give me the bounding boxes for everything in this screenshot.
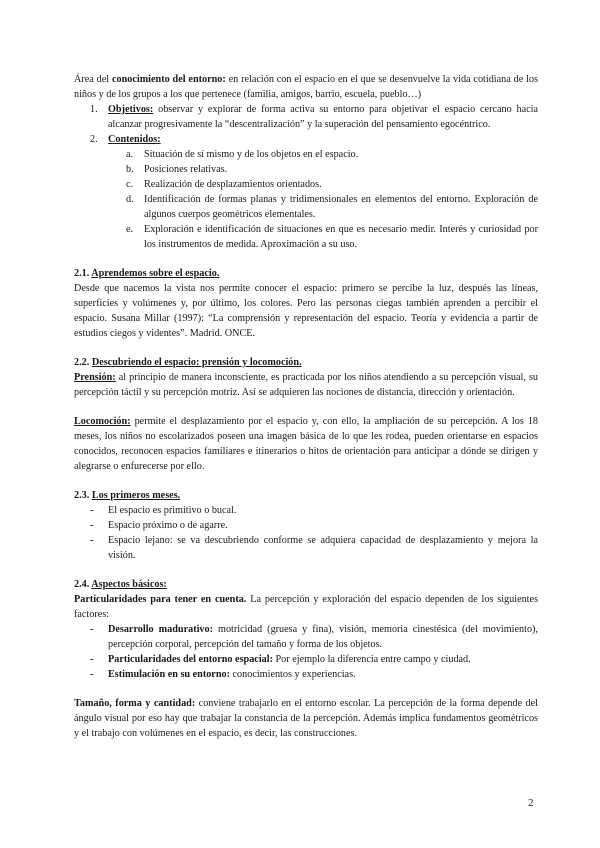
section-heading-2-1: 2.1. Aprendemos sobre el espacio. [74, 268, 220, 279]
numbered-list [74, 102, 538, 252]
list-item-contenidos: 2. Contenidos: a. Situación de sí mismo y de los objetos en el espacio. b. Posiciones relativas. c. Realización de desplazamientos orientados. d. Identificación de formas planas y tridimensionales en elementos del entorno. Exploración de algunos cuerpos geométricos elementales. e. Exploración e identificación de situaciones en que es necesario medir. Interés y curiosidad por los instrumentos de medida. Aproximación a su uso. [90, 134, 538, 250]
list-item: d. Identificación de formas planas y tridimensionales en elementos del entorno. Exploración de algunos cuerpos geométricos elementales. [126, 194, 538, 220]
page-number: 2 [528, 797, 534, 809]
locomocion-paragraph: Locomoción: permite el desplazamiento por el espacio y, con ello, la ampliación de su percepción. A los 18 meses, los niños no escolarizados poseen una imagen básica de lo que les rodea, pueden orientarse en espacios conocidos, reconocen espacios familiares e itinerarios o hitos de orientación para anticipar a dónde se dirigen y alegrarse o enfurecerse por ello. [74, 416, 538, 472]
list-item-objetivos: 1. Objetivos: observar y explorar de forma activa su entorno para objetivar el espacio cercano hacia alcanzar progresivamente la “descentralización” y la superación del pensamiento egocéntrico. [90, 104, 538, 130]
list-item: - El espacio es primitivo o bucal. [90, 505, 237, 516]
list-item: - Estimulación en su entorno: conocimientos y experiencias. [90, 669, 356, 680]
list-item: - Particularidades del entorno espacial: Por ejemplo la diferencia entre campo y ciudad. [90, 654, 471, 665]
list-item: c. Realización de desplazamientos orientados. [126, 179, 322, 190]
section-heading-2-2: 2.2. Descubriendo el espacio: prensión y locomoción. [74, 357, 302, 368]
contenidos-list [108, 147, 538, 252]
document-page [74, 72, 538, 741]
list-item: - Espacio próximo o de agarre. [90, 520, 228, 531]
prension-paragraph: Prensión: al principio de manera inconsciente, es practicada por los niños atendiendo a su percepción visual, su percepción táctil y su percepción motriz. Así se adquieren las nociones de distancia, dirección y orientación. [74, 372, 538, 398]
list-item: b. Posiciones relativas. [126, 164, 228, 175]
intro-paragraph: Área del conocimiento del entorno: en relación con el espacio en el que se desenvuelve la vida cotidiana de los niños y de los grupos a los que pertenece (familia, amigos, barrio, escuela, pueblo…) [74, 74, 538, 100]
primeros-meses-list [74, 503, 538, 563]
section-heading-2-4: 2.4. Aspectos básicos: [74, 579, 167, 590]
tamano-paragraph: Tamaño, forma y cantidad: conviene trabajarlo en el entorno escolar. La percepción de la forma depende del ángulo visual por eso hay que trabajar la constancia de la percepción. Además implica fundamentos geométricos y el trabajo con volúmenes en el espacio, es decir, las construcciones. [74, 698, 538, 739]
particularidades-paragraph: Particularidades para tener en cuenta. La percepción y exploración del espacio dependen de los siguientes factores: [74, 594, 538, 620]
factores-list [74, 622, 538, 682]
list-item: a. Situación de sí mismo y de los objetos en el espacio. [126, 149, 359, 160]
list-item: - Desarrollo madurativo: motricidad (gruesa y fina), visión, memoria cinestésica (del movimiento), percepción corporal, percepción del tamaño y forma de los objetos. [90, 624, 538, 650]
intro-bold: conocimiento del entorno: [111, 74, 226, 85]
list-item: - Espacio lejano: se va descubriendo conforme se adquiera capacidad de desplazamiento y mejora la visión. [90, 535, 538, 561]
list-item: e. Exploración e identificación de situaciones en que es necesario medir. Interés y curiosidad por los instrumentos de medida. Aproximación a su uso. [126, 224, 538, 250]
section-body-2-1: Desde que nacemos la vista nos permite conocer el espacio: primero se percibe la luz, después las líneas, superficies y volúmenes y, por último, los colores. Pero las personas ciegas también aprenden a percibir el espacio. Susana Millar (1997): “La comprensión y representación del espacio. Teoría y evidencia a partir de estudios ciegos y videntes”. Madrid. ONCE. [74, 283, 538, 339]
section-heading-2-3: 2.3. Los primeros meses. [74, 490, 181, 501]
